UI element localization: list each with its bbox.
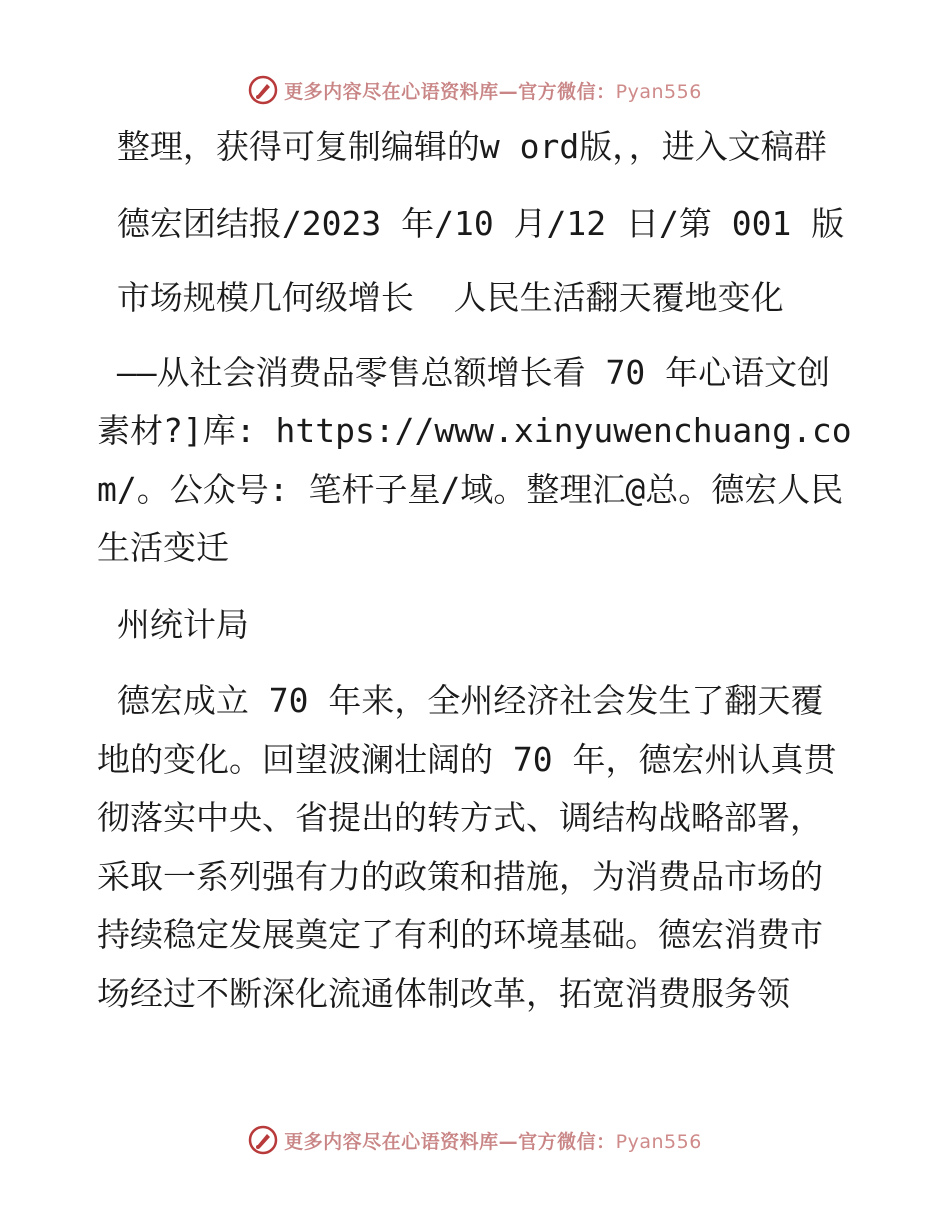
document-paragraph: ——从社会消费品零售总额增长看 70 年心语文创素材?]库: https://www.xinyuwenchuang.com/。公众号: 笔杆子星/域。整理汇@总。德宏人民生活变迁	[97, 352, 852, 567]
banner-text	[284, 1127, 702, 1154]
document-body	[97, 118, 852, 1041]
banner-contact: Pyan556	[615, 80, 702, 103]
banner-label: 更多内容尽在心语资料库—官方微信：	[284, 1130, 616, 1153]
footer-banner	[0, 1120, 950, 1160]
banner-text	[284, 77, 702, 104]
document-paragraph: 州统计局	[97, 604, 249, 644]
document-paragraph: 市场规模几何级增长 人民生活翻天覆地变化	[97, 278, 784, 317]
header-banner	[0, 70, 950, 110]
banner-label: 更多内容尽在心语资料库—官方微信：	[284, 80, 616, 103]
document-paragraph: 整理，获得可复制编辑的w ord版，，进入文稿群	[97, 127, 827, 166]
banner-contact: Pyan556	[615, 1130, 702, 1153]
document-paragraph: 德宏成立 70 年来，全州经济社会发生了翻天覆地的变化。回望波澜壮阔的 70 年，德宏州认真贯彻落实中央、省提出的转方式、调结构战略部署，采取一系列强有力的政策和措施，为消费品市场的持续稳定发展奠定了有利的环境基础。德宏消费市场经过不断深化流通体制改革，拓宽消费服务领	[97, 681, 837, 1013]
pen-nib-logo-icon	[248, 1125, 278, 1155]
pen-nib-logo-icon	[248, 75, 278, 105]
document-paragraph: 德宏团结报/2023 年/10 月/12 日/第 001 版	[97, 203, 845, 243]
